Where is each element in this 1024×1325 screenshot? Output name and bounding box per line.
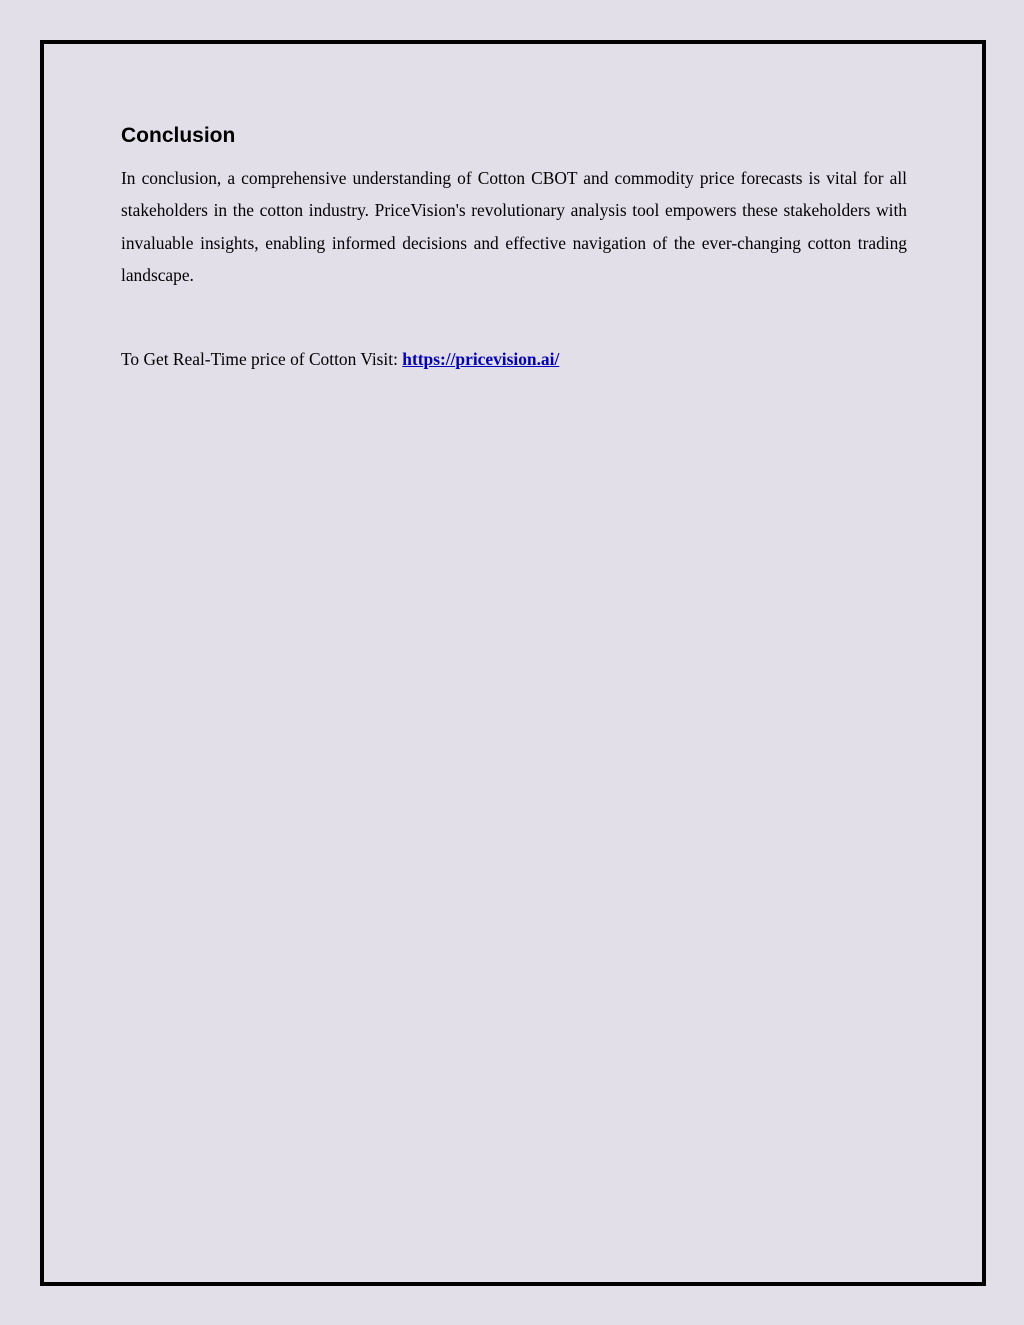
document-content bbox=[121, 122, 907, 375]
conclusion-paragraph: In conclusion, a comprehensive understanding of Cotton CBOT and commodity price forecasts is vital for all stakeholders in the cotton industry. PriceVision's revolutionary analysis tool empowers these stakeholders with invaluable insights, enabling informed decisions and effective navigation of the ever-changing cotton trading landscape. bbox=[121, 168, 907, 285]
page-frame bbox=[40, 40, 986, 1286]
visit-line bbox=[121, 343, 907, 375]
pricevision-link[interactable]: https://pricevision.ai/ bbox=[402, 349, 560, 370]
section-heading: Conclusion bbox=[121, 124, 236, 147]
visit-text: To Get Real-Time price of Cotton Visit: bbox=[121, 349, 403, 370]
